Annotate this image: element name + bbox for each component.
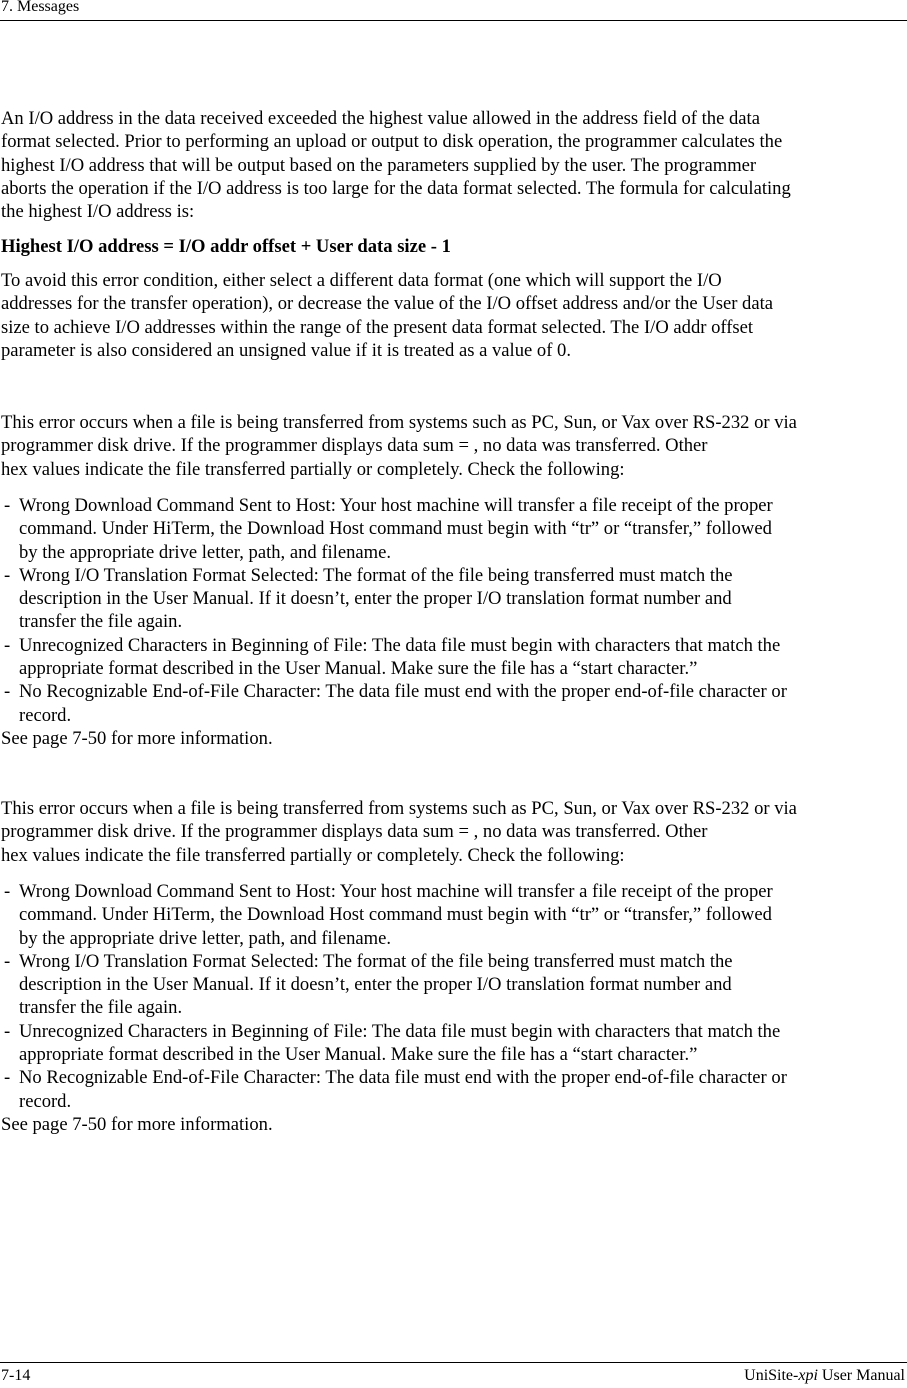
text-line: Unrecognized Characters in Beginning of File: The data file must begin with characters that match the — [19, 1020, 781, 1042]
paragraph — [1, 411, 905, 481]
text-line: Wrong Download Command Sent to Host: Your host machine will transfer a file receipt of the proper — [19, 495, 773, 516]
bullet-marker: - — [4, 950, 11, 972]
text-line: No Recognizable End-of-File Character: The data file must end with the proper end-of-file character or — [19, 681, 787, 703]
text-line: record. — [19, 704, 72, 726]
text-line: programmer disk drive. If the programmer displays data sum = , no data was transferred. Other — [1, 821, 708, 843]
text-line: hex values indicate the file transferred partially or completely. Check the following: — [1, 844, 625, 866]
running-header: 7. Messages — [1, 0, 80, 15]
formula — [1, 235, 905, 258]
list-item — [1, 1020, 905, 1067]
footer-product: UniSite- — [744, 1367, 799, 1384]
text-line: description in the User Manual. If it doesn’t, enter the proper I/O translation format number and — [19, 974, 732, 996]
paragraph — [1, 269, 905, 362]
bullet-marker: - — [4, 681, 11, 703]
text-line: parameter is also considered an unsigned value if it is treated as a value of 0. — [1, 339, 572, 361]
footer-manual: User Manual — [817, 1367, 905, 1384]
paragraph — [1, 797, 905, 867]
text-line: Wrong I/O Translation Format Selected: The format of the file being transferred must match the — [19, 564, 733, 586]
text-line: Unrecognized Characters in Beginning of File: The data file must begin with characters that match the — [19, 634, 781, 656]
list-item — [1, 1066, 905, 1113]
text-line: aborts the operation if the I/O address is too large for the data format selected. The formula for calculating — [1, 177, 791, 199]
text-line: No Recognizable End-of-File Character: The data file must end with the proper end-of-file character or — [19, 1067, 787, 1089]
list-item — [1, 880, 905, 950]
text-line: format selected. Prior to performing an upload or output to disk operation, the programmer calculates the — [1, 131, 783, 153]
text-line: This error occurs when a file is being transferred from systems such as PC, Sun, or Vax over RS-232 or via — [1, 412, 797, 433]
text-line: appropriate format described in the User Manual. Make sure the file has a “start character.” — [19, 1044, 698, 1066]
page-number: 7-14 — [1, 1367, 31, 1384]
text-line: See page 7-50 for more information. — [1, 1113, 273, 1135]
header-rule — [0, 20, 907, 21]
text-line: command. Under HiTerm, the Download Host command must begin with “tr” or “transfer,” followed — [19, 904, 772, 926]
footer-product-italic: xpi — [798, 1367, 818, 1384]
text-line: highest I/O address that will be output based on the parameters supplied by the user. The programmer — [1, 154, 757, 176]
list-item — [1, 680, 905, 727]
text-line: Wrong I/O Translation Format Selected: The format of the file being transferred must match the — [19, 950, 733, 972]
text-line: See page 7-50 for more information. — [1, 727, 273, 749]
bullet-marker: - — [4, 881, 11, 902]
text-line: command. Under HiTerm, the Download Host command must begin with “tr” or “transfer,” followed — [19, 518, 772, 540]
paragraph — [1, 107, 905, 223]
text-line: Wrong Download Command Sent to Host: Your host machine will transfer a file receipt of the proper — [19, 881, 773, 902]
footer-rule — [0, 1362, 907, 1363]
list-item — [1, 494, 905, 564]
text-line: description in the User Manual. If it doesn’t, enter the proper I/O translation format number and — [19, 588, 732, 610]
text-line: An I/O address in the data received exceeded the highest value allowed in the address field of the data — [1, 108, 760, 129]
bullet-marker: - — [4, 495, 11, 516]
text-line: To avoid this error condition, either select a different data format (one which will support the I/O — [1, 270, 722, 291]
footer-title — [744, 1367, 905, 1385]
text-line: size to achieve I/O addresses within the range of the present data format selected. The I/O addr offset — [1, 316, 754, 338]
bullet-marker: - — [4, 1067, 11, 1089]
bullet-list — [1, 494, 905, 750]
text-line: This error occurs when a file is being transferred from systems such as PC, Sun, or Vax over RS-232 or via — [1, 798, 797, 819]
bullet-marker: - — [4, 634, 11, 656]
text-line: transfer the file again. — [19, 611, 183, 633]
text-line: programmer disk drive. If the programmer displays data sum = , no data was transferred. Other — [1, 435, 708, 457]
text-line: appropriate format described in the User Manual. Make sure the file has a “start character.” — [19, 658, 698, 680]
text-line: hex values indicate the file transferred partially or completely. Check the following: — [1, 458, 625, 480]
text-line: record. — [19, 1090, 72, 1112]
text-line: addresses for the transfer operation), or decrease the value of the I/O offset address and/or the User data — [1, 293, 774, 315]
bullet-marker: - — [4, 1020, 11, 1042]
text-line: Highest I/O address = I/O addr offset + User data size - 1 — [1, 236, 451, 257]
text-line: transfer the file again. — [19, 997, 183, 1019]
bullet-marker: - — [4, 564, 11, 586]
list-item — [1, 564, 905, 634]
list-item — [1, 634, 905, 681]
bullet-list — [1, 880, 905, 1136]
text-line: by the appropriate drive letter, path, and filename. — [19, 927, 392, 949]
list-item — [1, 950, 905, 1020]
text-line: by the appropriate drive letter, path, and filename. — [19, 541, 392, 563]
text-line: the highest I/O address is: — [1, 201, 195, 223]
